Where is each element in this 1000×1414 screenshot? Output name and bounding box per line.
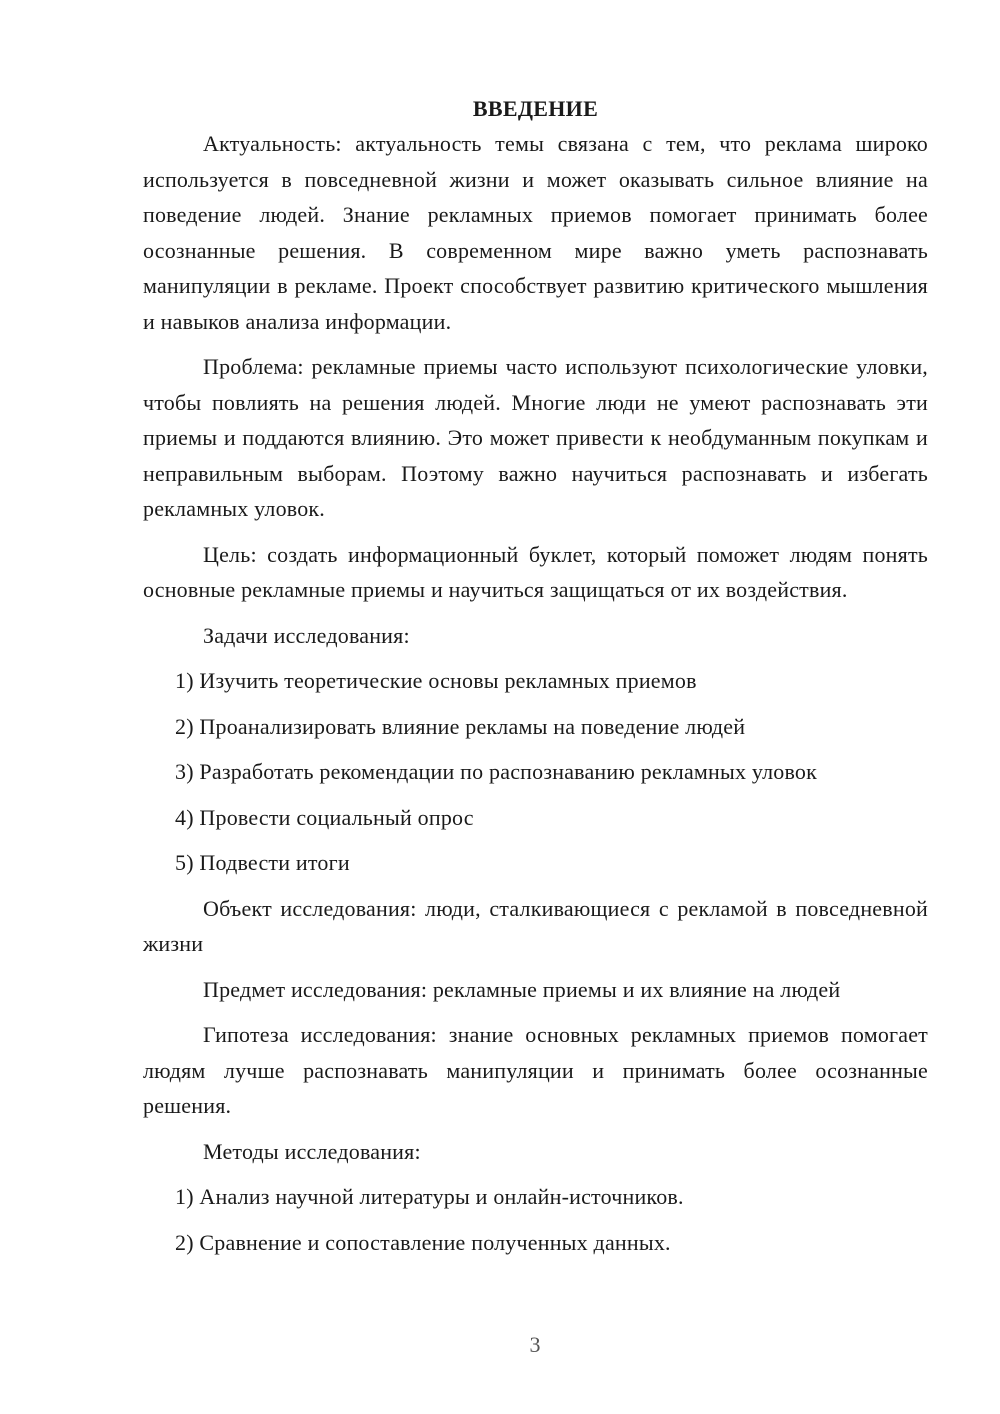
object-paragraph: Объект исследования: люди, сталкивающиеся с рекламой в повседневной жизни <box>143 895 928 956</box>
task-item: 3) Разработать рекомендации по распознаванию рекламных уловок <box>175 759 818 784</box>
page-title: ВВЕДЕНИЕ <box>472 96 599 121</box>
task-item: 2) Проанализировать влияние рекламы на поведение людей <box>175 713 746 739</box>
hypothesis-paragraph: Гипотеза исследования: знание основных рекламных приемов помогает людям лучше распознавать манипуляции и принимать более осознанные решения. <box>143 1022 928 1118</box>
subject-paragraph: Предмет исследования: рекламные приемы и их влияние на людей <box>203 976 841 1002</box>
document-page <box>143 92 928 1270</box>
problem-paragraph: Проблема: рекламные приемы часто используют психологические уловки, чтобы повлиять на решения людей. Многие люди не умеют распознавать эти приемы и поддаются влиянию. Это может привести к необдуманным покупкам и неправильным выборам. Поэтому важно научиться распознавать и избегать рекламных уловок. <box>143 354 928 521</box>
method-item: 2) Сравнение и сопоставление полученных данных. <box>175 1229 671 1255</box>
task-item: 4) Провести социальный опрос <box>175 804 474 830</box>
methods-title: Методы исследования: <box>203 1138 421 1164</box>
task-item: 1) Изучить теоретические основы рекламных приемов <box>175 668 697 693</box>
tasks-title: Задачи исследования: <box>203 622 410 648</box>
task-item: 5) Подвести итоги <box>175 850 350 875</box>
method-item: 1) Анализ научной литературы и онлайн-источников. <box>175 1184 684 1209</box>
goal-paragraph: Цель: создать информационный буклет, который поможет людям понять основные рекламные приемы и научиться защищаться от их воздействия. <box>143 541 928 602</box>
relevance-paragraph: Актуальность: актуальность темы связана с тем, что реклама широко используется в повседневной жизни и может оказывать сильное влияние на поведение людей. Знание рекламных приемов помогает принимать более осознанные решения. В современном мире важно уметь распознавать манипуляции в рекламе. Проект способствует развитию критического мышления и навыков анализа информации. <box>143 131 928 334</box>
page-number: 3 <box>529 1332 541 1357</box>
